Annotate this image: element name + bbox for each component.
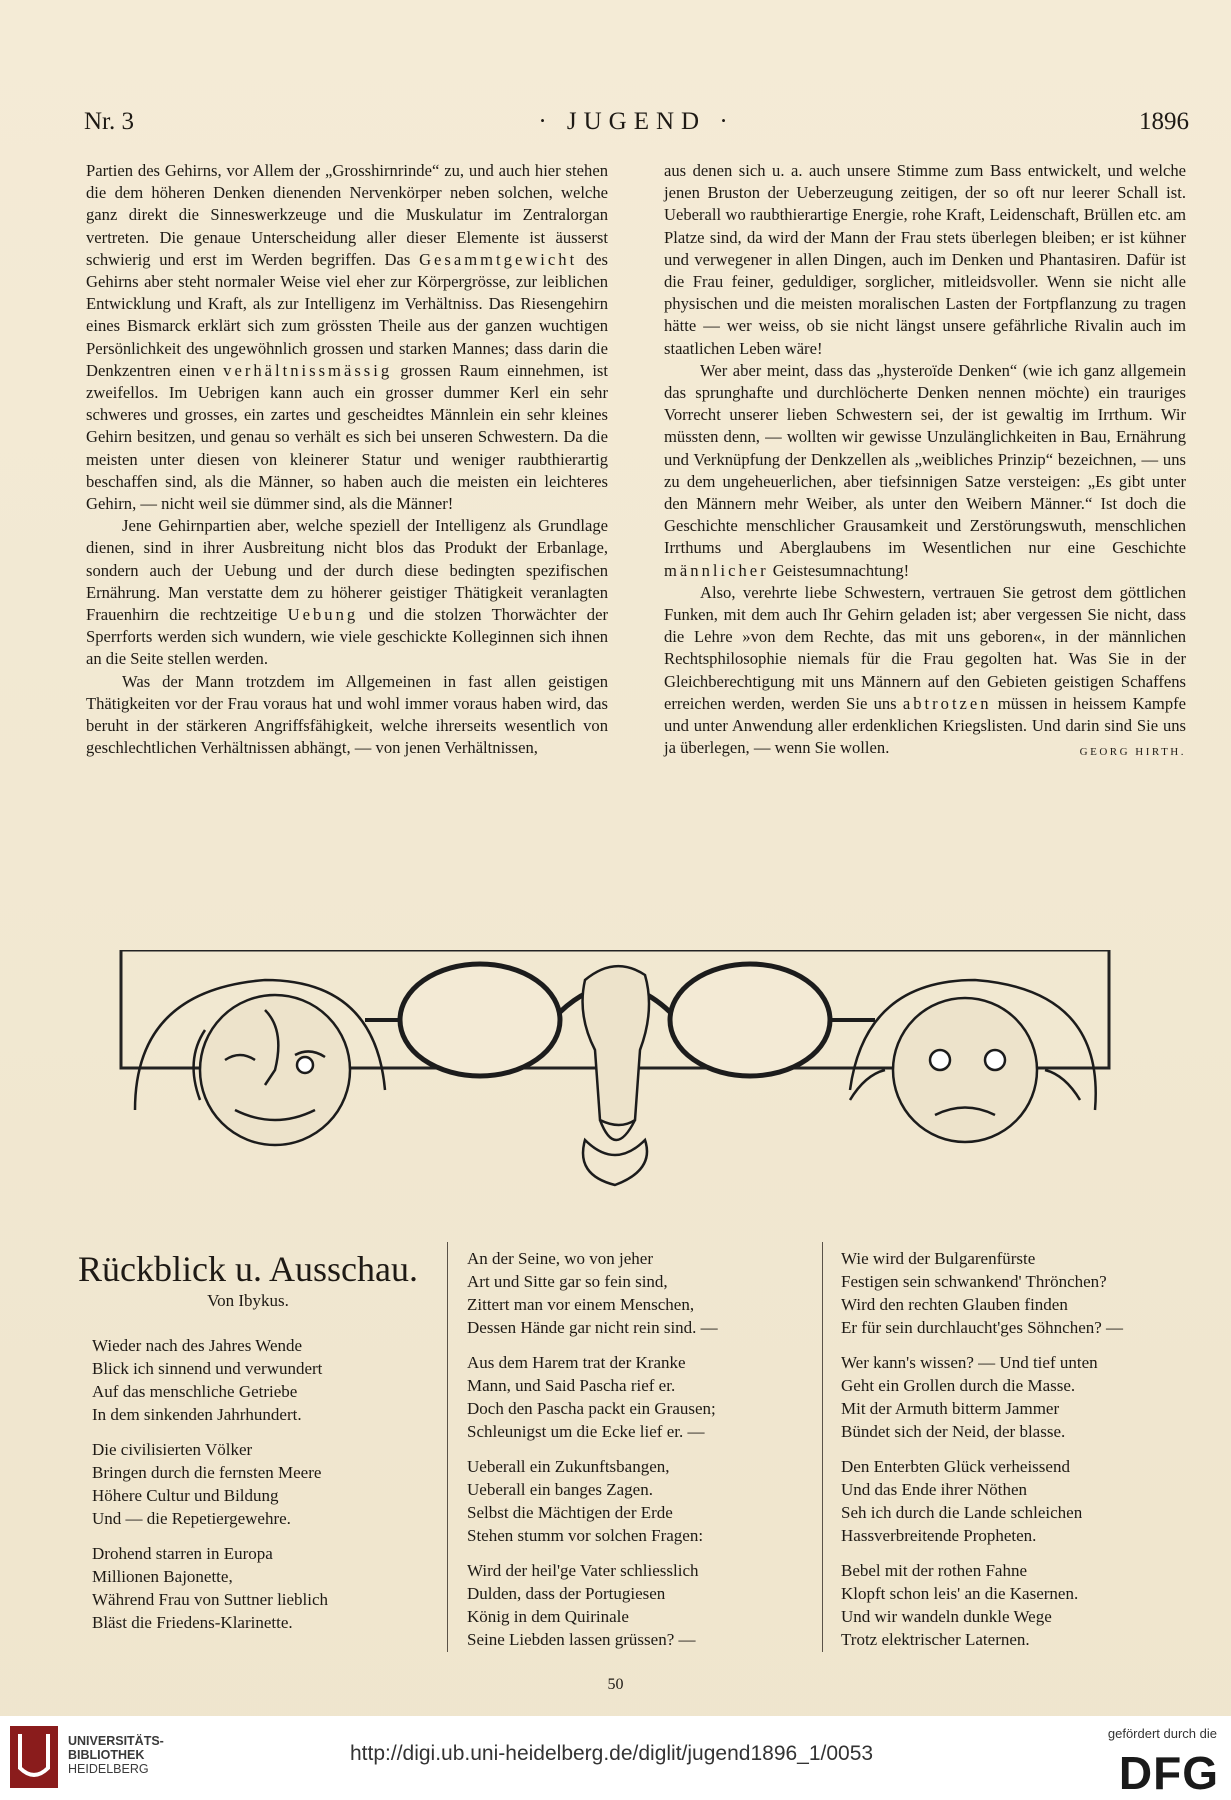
poem-line: Aus dem Harem trat der Kranke — [467, 1353, 686, 1372]
hand — [583, 966, 649, 1185]
spectacles-illustration — [115, 950, 1115, 1220]
poem-line: Ueberall ein banges Zagen. — [467, 1480, 653, 1499]
poem-line: Und das Ende ihrer Nöthen — [841, 1480, 1028, 1499]
spaced-emphasis: Gesammtgewicht — [419, 249, 578, 269]
text-run: grossen Raum einnehmen, ist zweifellos. Im Uebrigen kann auch ein grosser dummer Kerl ein sehr schweres und grosses, ein zartes und gescheidtes Männlein ein sehr kleines Gehirn besitzen, und genau so verhält es sich bei unseren Schwestern. Da die meisten unter diesen von kleinerer Statur und weniger raubthierartig beschaffen sind, als die Männer, so haben auch die meisten ein leichteres Gehirn, — nicht weil sie dümmer sind, als die Männer! — [86, 360, 609, 514]
digitization-footer — [0, 1716, 1231, 1800]
poem-column-3 — [841, 1247, 1123, 1663]
poem-line: Art und Sitte gar so fein sind, — [467, 1272, 668, 1291]
dfg-logo: DFG — [1118, 1747, 1219, 1799]
page-number: 50 — [607, 1676, 624, 1693]
poem-line: Trotz elektrischer Laternen. — [841, 1630, 1030, 1649]
text-run: Wer aber meint, dass das „hysteroïde Denken“ (wie ich ganz allgemein das sprunghafte und durchlöcherte Denken nennen möchte) ein trauriges Vorrecht unserer lieben Schwestern sei, der ist gewaltig im Irrthum. Wir müssten denn, — wollten wir gewisse Unzulänglichkeiten in Bau, Ernährung und Verknüpfung der Denkzellen als „weibliches Prinzip“ bezeichnen, — uns zu dem ungeheuerlichen, aber tiefsinnigen Satze versteigen: „Es gibt unter den Männern mehr Weiber, als unter den Weibern Männer.“ Ist doch die Geschichte menschlicher Grausamkeit und Zerstörungswuth, menschlichen Irrthums und Aberglaubens im Wesentlichen nur eine Geschichte — [664, 360, 1186, 558]
article-paragraph — [86, 515, 608, 670]
poem-stanza — [841, 1455, 1123, 1547]
text-run: müssen in heissem Kampfe und unter Anwendung aller erdenklichen Kriegslisten. Und darin sind Sie uns ja überlegen, — wenn Sie wollen. — [664, 693, 1187, 758]
poem-line: König in dem Quirinale — [467, 1607, 629, 1626]
text-run: Was der Mann trotzdem im Allgemeinen in fast allen geistigen Thätigkeiten vor der Frau voraus hat und wohl immer voraus haben wird, das beruht in der stärkeren Angriffsfähigkeit, welche ihrerseits wesentlich von geschlechtlichen Verhältnissen abhängt, — von jenen Verhältnissen, — [86, 671, 608, 758]
poem-stanza — [92, 1334, 328, 1426]
poem-line: Höhere Cultur und Bildung — [92, 1486, 279, 1505]
article-paragraph — [664, 582, 1186, 760]
poem-line: Doch den Pascha packt ein Grausen; — [467, 1399, 716, 1418]
text-run: Partien des Gehirns, vor Allem der „Grosshirnrinde“ zu, und auch hier stehen die dem höheren Denken dienenden Nervenkörper neben solchen, welche ganz direkt die Sinneswerkzeuge und die Muskulatur im Zentralorgan vertreten. Die genaue Unterscheidung aller dieser Elemente ist äusserst schwierig und erst im Werden begriffen. Das — [86, 161, 608, 269]
poem-line: Zittert man vor einem Menschen, — [467, 1295, 695, 1314]
poem-line: Er für sein durchlaucht'ges Söhnchen? — — [841, 1318, 1124, 1337]
poem-author: Von Ibykus. — [207, 1291, 289, 1310]
poem-line: Wieder nach des Jahres Wende — [92, 1336, 303, 1355]
poem-column-2 — [467, 1247, 718, 1663]
poem-stanza — [841, 1351, 1123, 1443]
university-seal-icon — [8, 1724, 60, 1790]
article-right-column — [664, 160, 1186, 763]
right-lens — [670, 964, 830, 1076]
spaced-emphasis: abtrotzen — [902, 693, 992, 713]
poem-line: Wie wird der Bulgarenfürste — [841, 1249, 1036, 1268]
poem-line: Klopft schon leis' an die Kasernen. — [841, 1584, 1079, 1603]
column-rule — [822, 1242, 823, 1652]
spaced-emphasis: Uebung — [287, 605, 359, 625]
poem-line: Auf das menschliche Getriebe — [92, 1382, 298, 1401]
poem-stanza — [467, 1351, 718, 1443]
poem-line: Den Enterbten Glück verheissend — [841, 1457, 1070, 1476]
poem-stanza — [467, 1247, 718, 1339]
poem-line: Die civilisierten Völker — [92, 1440, 253, 1459]
poem-line: Millionen Bajonette, — [92, 1567, 233, 1586]
right-face — [850, 980, 1096, 1142]
text-run: aus denen sich u. a. auch unsere Stimme zum Bass entwickelt, und welche jenen Bruston der Ueberzeugung zeitigen, der so oft nur leerer Schall ist. Ueberall wo raubthierartige Energie, rohe Kraft, Leidenschaft, Brüllen etc. am Platze sind, da wird der Mann der Frau stets überlegen bleiben; er ist kühner und verwegener in allen Dingen, auch im Denken und Phantasiren. Dafür ist die Frau feiner, geduldiger, sorglicher, mitleidsvoller. Wenn sie nicht alle physischen und die meisten moralischen Lasten der Fortpflanzung zu tragen hätte — wer weiss, ob sie nicht längst unsere gefährliche Rivalin auch im staatlichen Leben wäre! — [664, 161, 1186, 358]
text-run: Jene Gehirnpartien aber, welche speziell der Intelligenz als Grundlage dienen, sind in ihrer Ausbreitung nicht blos das Produkt der Erbanlage, sondern auch der Uebung und der durch diese bedingten spezifischen Ernährung. Man verstatte dem zu höherer geistiger Thätigkeit veranlagten Frauenhirn die rechtzeitige — [86, 516, 608, 625]
poem-stanza — [92, 1542, 328, 1634]
poem-line: Bringen durch die fernsten Meere — [92, 1463, 322, 1482]
institution-name: UNIVERSITÄTS- BIBLIOTHEK HEIDELBERG — [68, 1734, 164, 1776]
poem-stanza — [467, 1455, 718, 1547]
spaced-emphasis: verhältnissmässig — [223, 360, 393, 380]
poem-line: Mann, und Said Pascha rief er. — [467, 1376, 676, 1395]
poem-line: Seh ich durch die Lande schleichen — [841, 1503, 1083, 1522]
poem-line: Drohend starren in Europa — [92, 1544, 273, 1563]
poem-line: Wer kann's wissen? — Und tief unten — [841, 1353, 1098, 1372]
poem-line: Stehen stumm vor solchen Fragen: — [467, 1526, 704, 1545]
poem-line: Und — die Repetiergewehre. — [92, 1509, 291, 1528]
article-paragraph — [664, 360, 1186, 582]
poem-line: Schleunigst um die Ecke lief er. — — [467, 1422, 705, 1441]
left-lens — [400, 964, 560, 1076]
masthead: · JUGEND · — [538, 108, 735, 135]
article-paragraph — [86, 671, 608, 760]
poem-line: Mit der Armuth bitterm Jammer — [841, 1399, 1060, 1418]
poem-line: Dulden, dass der Portugiesen — [467, 1584, 666, 1603]
text-run: Also, verehrte liebe Schwestern, vertrauen Sie getrost dem göttlichen Funken, mit dem auch Ihr Gehirn geladen ist; aber vergessen Sie nicht, dass die Lehre »von dem Rechte, das mit uns geboren«, in der männlichen Rechtsphilosophie niemals für die Frau gegolten hat. Was Sie in der Gleichberechtigung mit uns Männern auf den Gebieten geistigen Schaffens erreichen werden, werden Sie uns — [664, 582, 1186, 713]
running-header — [84, 108, 1189, 138]
funding-note: gefördert durch die — [1107, 1726, 1217, 1741]
poem-column-1 — [92, 1334, 328, 1646]
poem-line: Bebel mit der rothen Fahne — [841, 1561, 1028, 1580]
poem-line: Seine Liebden lassen grüssen? — — [467, 1630, 696, 1649]
text-run: und die stolzen Thorwächter der Sperrforts werden sich wundern, wie viele geschickte Kolleginnen sich ihnen an die Seite stellen werden. — [86, 605, 608, 669]
article-paragraph — [86, 160, 608, 515]
article-left-column — [86, 160, 608, 759]
poem-line: Bläst die Friedens-Klarinette. — [92, 1613, 293, 1632]
text-run: Geistesumnachtung! — [768, 560, 910, 580]
poem-title: Rückblick u. Ausschau. — [78, 1249, 418, 1289]
author-signature: GEORG HIRTH. — [1079, 746, 1186, 759]
poem-line: Ueberall ein Zukunftsbangen, — [467, 1457, 670, 1476]
poem-line: Und wir wandeln dunkle Wege — [841, 1607, 1052, 1626]
issue-number: Nr. 3 — [84, 108, 134, 135]
column-rule — [447, 1242, 448, 1652]
poem-stanza — [841, 1559, 1123, 1651]
poem-line: An der Seine, wo von jeher — [467, 1249, 654, 1268]
source-url[interactable]: http://digi.ub.uni-heidelberg.de/diglit/jugend1896_1/0053 — [350, 1742, 874, 1765]
left-face — [135, 980, 385, 1145]
poem-stanza — [841, 1247, 1123, 1339]
poem-line: Hassverbreitende Propheten. — [841, 1526, 1037, 1545]
year: 1896 — [1139, 108, 1189, 135]
poem-line: Blick ich sinnend und verwundert — [92, 1359, 323, 1378]
poem-stanza — [467, 1559, 718, 1651]
poem-line: Geht ein Grollen durch die Masse. — [841, 1376, 1076, 1395]
poem-line: In dem sinkenden Jahrhundert. — [92, 1405, 302, 1424]
poem-line: Wird der heil'ge Vater schliesslich — [467, 1561, 699, 1580]
spaced-emphasis: männlicher — [664, 560, 769, 580]
poem-line: Bündet sich der Neid, der blasse. — [841, 1422, 1066, 1441]
poem-stanza — [92, 1438, 328, 1530]
poem-line: Dessen Hände gar nicht rein sind. — — [467, 1318, 718, 1337]
poem-line: Während Frau von Suttner lieblich — [92, 1590, 329, 1609]
article-body — [86, 160, 1186, 920]
poem-line: Wird den rechten Glauben finden — [841, 1295, 1068, 1314]
text-run: des Gehirns aber steht normaler Weise viel eher zur Körpergrösse, zur leiblichen Entwicklung und Kraft, als zur Intelligenz im Verhältniss. Das Riesengehirn eines Bismarck erklärt sich zum grössten Theile aus der ganzen wuchtigen Persönlichkeit des ungewöhnlich grossen und starken Mannes; dass darin die Denkzentren einen — [86, 249, 608, 380]
poem-line: Festigen sein schwankend' Thrönchen? — [841, 1272, 1107, 1291]
article-paragraph — [664, 160, 1186, 360]
poem-line: Selbst die Mächtigen der Erde — [467, 1503, 673, 1522]
